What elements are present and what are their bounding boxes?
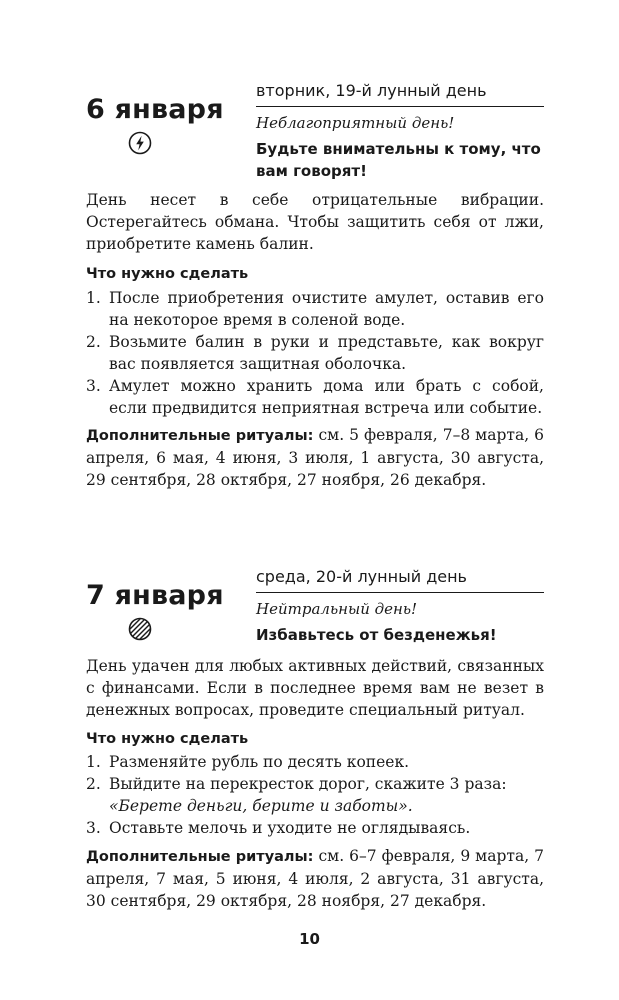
- step-number: 2.: [86, 775, 101, 793]
- entry-header: [256, 80, 544, 182]
- step-number: 3.: [86, 377, 101, 395]
- list-item: [86, 751, 544, 773]
- day-verdict: Неблагоприятный день!: [256, 114, 455, 132]
- step-text: Разменяйте рубль по десять копеек.: [109, 753, 410, 771]
- day-advice: Будьте внимательны к тому, что вам говорят!: [256, 140, 541, 180]
- list-item: [86, 773, 544, 817]
- step-number: 2.: [86, 333, 101, 351]
- entry-date: 7 января: [86, 580, 224, 611]
- day-description: День несет в себе отрицательные вибрации. Остерегайтесь обмана. Чтобы защитить себя от лжи, приобретите камень балин.: [86, 191, 544, 253]
- step-text: Оставьте мелочь и уходите не оглядываясь.: [109, 819, 471, 837]
- todo-title: Что нужно сделать: [86, 266, 249, 282]
- step-text: Выйдите на перекресток дорог, скажите 3 раза:: [109, 775, 507, 793]
- step-number: 1.: [86, 753, 101, 771]
- step-text: Амулет можно хранить дома или брать с собой, если предвидится неприятная встреча или событие.: [109, 377, 544, 417]
- step-text: После приобретения очистите амулет, оставив его на некоторое время в соленой воде.: [109, 289, 544, 329]
- hatched-circle-icon: [128, 617, 152, 641]
- additional-rituals: [86, 845, 544, 912]
- step-number: 3.: [86, 819, 101, 837]
- ritual-phrase: «Берете деньги, берите и заботы».: [109, 797, 413, 815]
- page-number: 10: [299, 930, 320, 948]
- list-item: [86, 331, 544, 375]
- list-item: [86, 375, 544, 419]
- todo-title: Что нужно сделать: [86, 731, 249, 747]
- lightning-circle-icon: [128, 131, 152, 155]
- day-verdict: Нейтральный день!: [256, 600, 418, 618]
- step-number: 1.: [86, 289, 101, 307]
- entry-date: 6 января: [86, 94, 224, 125]
- rituals-label: Дополнительные ритуалы:: [86, 428, 314, 444]
- additional-rituals: [86, 424, 544, 491]
- weekday-lunar-day: среда, 20-й лунный день: [256, 566, 544, 593]
- rituals-dates: см. 5 февраля, 7–8 марта, 6 апреля, 6 мая, 4 июня, 3 июля, 1 августа, 30 августа, 29 сентября, 28 октября, 27 ноября, 26 декабря.: [86, 426, 544, 489]
- weekday-lunar-day: вторник, 19-й лунный день: [256, 80, 544, 107]
- list-item: [86, 817, 544, 839]
- day-advice: Избавьтесь от безденежья!: [256, 626, 497, 644]
- step-text: Возьмите балин в руки и представьте, как вокруг вас появляется защитная оболочка.: [109, 333, 544, 373]
- list-item: [86, 287, 544, 331]
- rituals-dates: см. 6–7 февраля, 9 марта, 7 апреля, 7 мая, 5 июня, 4 июля, 2 августа, 31 августа, 30 сентября, 29 октября, 28 ноября, 27 декабря.: [86, 847, 544, 910]
- entry-header: [256, 566, 544, 646]
- day-description: День удачен для любых активных действий, связанных с финансами. Если в последнее время вам не везет в денежных вопросах, проведите специальный ритуал.: [86, 657, 544, 719]
- todo-steps: [86, 287, 544, 419]
- rituals-label: Дополнительные ритуалы:: [86, 849, 314, 865]
- todo-steps: [86, 751, 544, 839]
